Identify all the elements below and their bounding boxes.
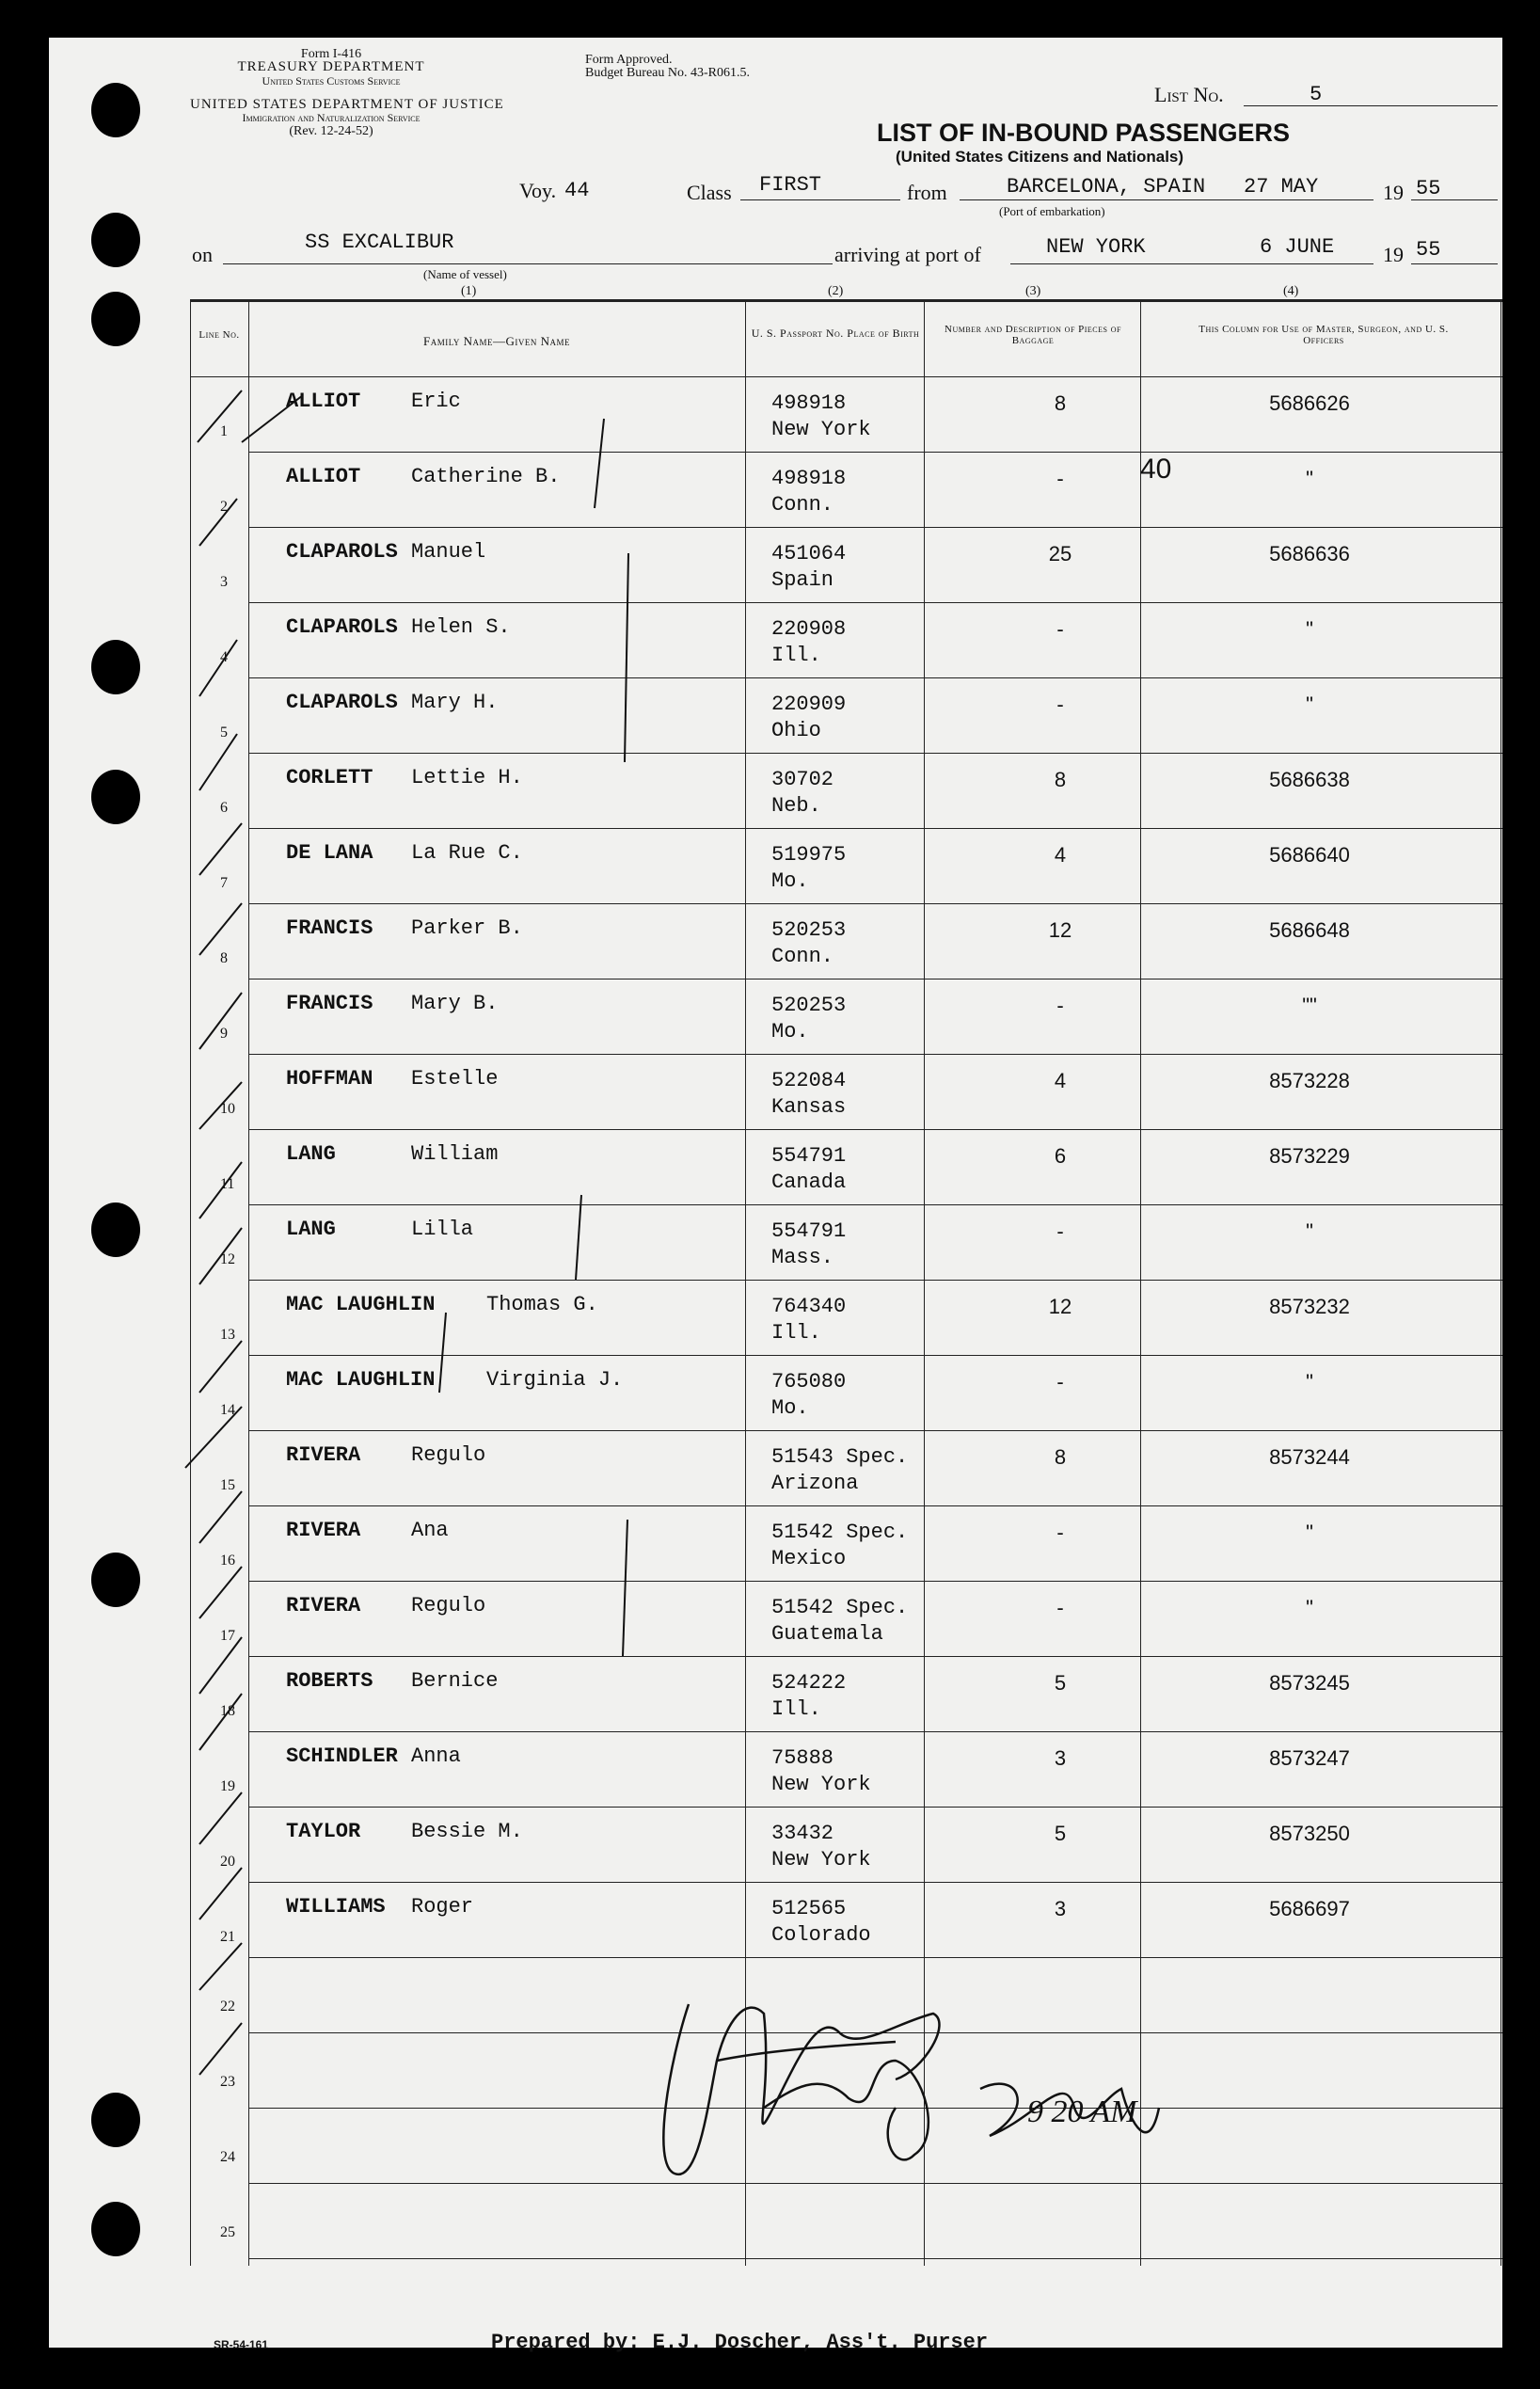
given-name: Thomas G. — [486, 1293, 598, 1316]
passport-number: 498918 — [771, 467, 847, 490]
officer-number: 8573229 — [1269, 1144, 1350, 1168]
given-name: Virginia J. — [486, 1368, 624, 1392]
baggage-count: - — [1056, 467, 1064, 490]
passport-number: 498918 — [771, 391, 847, 415]
place-of-birth: Ill. — [771, 644, 821, 667]
line-number: 11 — [220, 1176, 235, 1192]
line-number: 25 — [220, 2224, 235, 2240]
col-num-2: (2) — [828, 284, 844, 298]
place-of-birth: Ill. — [771, 1697, 821, 1721]
officer-number: " — [1306, 1370, 1313, 1394]
family-name: WILLIAMS — [286, 1895, 386, 1919]
from-date: 27 MAY — [1244, 175, 1319, 199]
given-name: William — [411, 1142, 499, 1166]
list-title: LIST OF IN-BOUND PASSENGERS — [877, 119, 1291, 147]
given-name: Ana — [411, 1519, 449, 1542]
officer-number: 5686648 — [1269, 918, 1350, 942]
list-no-value: 5 — [1310, 83, 1323, 106]
passport-number: 75888 — [771, 1746, 834, 1770]
officer-number: 5686697 — [1269, 1897, 1350, 1920]
place-of-birth: Mo. — [771, 1020, 809, 1043]
passport-number: 519975 — [771, 843, 847, 867]
line-number: 3 — [220, 574, 228, 590]
dept-treasury-sub: United States Customs Service — [262, 74, 401, 88]
baggage-count: 12 — [1048, 1295, 1072, 1318]
line-number: 15 — [220, 1477, 235, 1493]
family-name: DE LANA — [286, 841, 373, 865]
form-approved: Form Approved. — [585, 53, 673, 67]
from-year-prefix: 19 — [1383, 181, 1404, 204]
place-of-birth: Ohio — [771, 719, 821, 742]
voy-value: 44 — [564, 179, 590, 202]
baggage-count: 5 — [1054, 1822, 1067, 1845]
binder-hole — [91, 2093, 140, 2147]
baggage-count: 4 — [1054, 843, 1067, 867]
place-of-birth: Mo. — [771, 1396, 809, 1420]
col-num-1: (1) — [461, 284, 477, 298]
passport-number: 764340 — [771, 1295, 847, 1318]
prepared-by: Prepared by: E.J. Doscher, Ass't. Purser — [491, 2331, 989, 2354]
binder-hole — [91, 1553, 140, 1607]
given-name: Mary H. — [411, 691, 499, 714]
line-number: 23 — [220, 2074, 235, 2090]
baggage-count: - — [1056, 617, 1064, 641]
passport-number: 512565 — [771, 1897, 847, 1920]
line-number: 19 — [220, 1778, 235, 1794]
binder-hole — [91, 770, 140, 824]
line-number: 4 — [220, 649, 228, 665]
given-name: Lettie H. — [411, 766, 523, 789]
family-name: RIVERA — [286, 1519, 361, 1542]
passport-number: 451064 — [771, 542, 847, 565]
stamp-time: 9 20 AM — [1027, 2094, 1137, 2129]
line-number: 12 — [220, 1251, 235, 1267]
arrival-date: 6 JUNE — [1260, 235, 1335, 259]
port-caption: (Port of embarkation) — [999, 204, 1105, 218]
family-name: ALLIOT — [286, 390, 361, 413]
given-name: Eric — [411, 390, 461, 413]
passport-number: 520253 — [771, 994, 847, 1017]
vessel-caption: (Name of vessel) — [423, 267, 507, 281]
baggage-count: 4 — [1054, 1069, 1067, 1092]
officer-number: " — [1306, 467, 1313, 490]
handwriting-layer — [49, 38, 1502, 2348]
officer-number: 5686636 — [1269, 542, 1350, 565]
revision: (Rev. 12-24-52) — [289, 124, 373, 138]
family-name: LANG — [286, 1218, 336, 1241]
binder-hole — [91, 1202, 140, 1257]
place-of-birth: Arizona — [771, 1472, 859, 1495]
given-name: La Rue C. — [411, 841, 523, 865]
officer-number: 8573245 — [1269, 1671, 1350, 1695]
officer-number: 8573244 — [1269, 1445, 1350, 1469]
passport-number: 220908 — [771, 617, 847, 641]
passport-number: 554791 — [771, 1219, 847, 1243]
baggage-count: 8 — [1054, 391, 1067, 415]
check-marks — [185, 390, 628, 2075]
family-name: HOFFMAN — [286, 1067, 373, 1091]
family-name: ROBERTS — [286, 1669, 373, 1693]
officer-number: " — [1306, 1219, 1313, 1243]
passport-number: 30702 — [771, 768, 834, 791]
family-name: MAC LAUGHLIN — [286, 1368, 436, 1392]
baggage-count: 6 — [1054, 1144, 1067, 1168]
officer-number: " — [1306, 1521, 1313, 1544]
family-name: CORLETT — [286, 766, 373, 789]
binder-hole — [91, 292, 140, 346]
baggage-count: - — [1056, 1219, 1064, 1243]
place-of-birth: Mass. — [771, 1246, 834, 1269]
baggage-count: 3 — [1054, 1746, 1067, 1770]
line-number: 10 — [220, 1101, 235, 1117]
given-name: Bessie M. — [411, 1820, 523, 1843]
passport-number: 765080 — [771, 1370, 847, 1394]
col-head-line: Line No. — [198, 329, 240, 341]
officer-number: " — [1306, 617, 1313, 641]
line-number: 6 — [220, 800, 228, 816]
given-name: Catherine B. — [411, 465, 561, 488]
family-name: LANG — [286, 1142, 336, 1166]
family-name: FRANCIS — [286, 916, 373, 940]
officer-number: " — [1306, 1596, 1313, 1619]
officer-number: 8573247 — [1269, 1746, 1350, 1770]
family-name: CLAPAROLS — [286, 691, 398, 714]
form-number: Form I-416 — [300, 47, 362, 61]
col-head-passport: U. S. Passport No. Place of Birth — [751, 326, 920, 340]
col-head-baggage: Number and Description of Pieces of Baggage — [945, 324, 1121, 346]
line-number: 17 — [220, 1628, 235, 1644]
place-of-birth: Conn. — [771, 945, 834, 968]
binder-hole — [91, 213, 140, 267]
place-of-birth: Mo. — [771, 869, 809, 893]
family-name: ALLIOT — [286, 465, 361, 488]
from-label: from — [907, 181, 947, 204]
given-name: Regulo — [411, 1594, 486, 1617]
baggage-count: - — [1056, 693, 1064, 716]
passport-number: 33432 — [771, 1822, 834, 1845]
officer-number: 8573250 — [1269, 1822, 1350, 1845]
family-name: CLAPAROLS — [286, 615, 398, 639]
list-no-label: List No. — [1154, 83, 1224, 106]
line-number: 20 — [220, 1854, 235, 1870]
place-of-birth: Kansas — [771, 1095, 847, 1119]
given-name: Parker B. — [411, 916, 523, 940]
arrival-year: 55 — [1416, 238, 1441, 262]
list-subtitle: (United States Citizens and Nationals) — [896, 148, 1184, 166]
baggage-count: 25 — [1048, 542, 1072, 565]
binder-hole — [91, 2202, 140, 2256]
from-year: 55 — [1416, 177, 1441, 200]
arrival-year-prefix: 19 — [1383, 243, 1404, 266]
voy-label: Voy. — [519, 179, 557, 202]
given-name: Helen S. — [411, 615, 511, 639]
passport-number: 554791 — [771, 1144, 847, 1168]
passport-number: 51542 Spec. — [771, 1521, 909, 1544]
line-number: 1 — [220, 423, 228, 439]
arrival-port: NEW YORK — [1046, 235, 1146, 259]
line-number: 22 — [220, 1999, 235, 2015]
budget-bureau: Budget Bureau No. 43-R061.5. — [585, 66, 750, 80]
family-name: CLAPAROLS — [286, 540, 398, 564]
given-name: Mary B. — [411, 992, 499, 1015]
line-number: 14 — [220, 1402, 235, 1418]
place-of-birth: Conn. — [771, 493, 834, 517]
line-number: 18 — [220, 1703, 235, 1719]
place-of-birth: Spain — [771, 568, 834, 592]
col-num-4: (4) — [1283, 284, 1299, 298]
annotation-40: 40 — [1140, 454, 1172, 485]
officer-number: " — [1306, 693, 1313, 716]
class-label: Class — [687, 181, 732, 204]
manifest-page — [49, 38, 1502, 2354]
given-name: Estelle — [411, 1067, 499, 1091]
col-num-3: (3) — [1025, 284, 1041, 298]
dept-justice-sub: Immigration and Naturalization Service — [242, 111, 421, 124]
line-number: 5 — [220, 725, 228, 741]
line-number: 7 — [220, 875, 228, 891]
baggage-count: - — [1056, 1370, 1064, 1394]
given-name: Anna — [411, 1744, 461, 1768]
place-of-birth: Mexico — [771, 1547, 847, 1570]
on-label: on — [192, 243, 213, 266]
line-number: 2 — [220, 499, 228, 515]
line-number: 9 — [220, 1026, 228, 1042]
binder-hole — [91, 83, 140, 137]
baggage-count: - — [1056, 1521, 1064, 1544]
baggage-count: 12 — [1048, 918, 1072, 942]
vessel-name: SS EXCALIBUR — [305, 231, 454, 254]
officer-number: 5686638 — [1269, 768, 1350, 791]
baggage-count: 3 — [1054, 1897, 1067, 1920]
place-of-birth: New York — [771, 1773, 871, 1796]
passport-number: 51543 Spec. — [771, 1445, 909, 1469]
class-value: FIRST — [759, 173, 822, 197]
officer-number: 8573228 — [1269, 1069, 1350, 1092]
col-head-officers: This Column for Use of Master, Surgeon, and U. S. Officers — [1199, 324, 1449, 346]
officer-number: 5686640 — [1269, 843, 1350, 867]
place-of-birth: New York — [771, 418, 871, 441]
passport-number: 522084 — [771, 1069, 847, 1092]
given-name: Lilla — [411, 1218, 474, 1241]
from-port: BARCELONA, SPAIN — [1007, 175, 1206, 199]
family-name: RIVERA — [286, 1443, 361, 1467]
signature-scrawl — [663, 2004, 1159, 2174]
passport-number: 524222 — [771, 1671, 847, 1695]
passport-number: 51542 Spec. — [771, 1596, 909, 1619]
family-name: RIVERA — [286, 1594, 361, 1617]
family-name: MAC LAUGHLIN — [286, 1293, 436, 1316]
family-name: TAYLOR — [286, 1820, 361, 1843]
binder-hole — [91, 640, 140, 694]
officer-number: 5686626 — [1269, 391, 1350, 415]
officer-number: "" — [1302, 994, 1317, 1017]
baggage-count: 8 — [1054, 768, 1067, 791]
given-name: Regulo — [411, 1443, 486, 1467]
given-name: Manuel — [411, 540, 486, 564]
given-name: Bernice — [411, 1669, 499, 1693]
passport-number: 520253 — [771, 918, 847, 942]
baggage-count: 8 — [1054, 1445, 1067, 1469]
place-of-birth: New York — [771, 1848, 871, 1871]
line-number: 13 — [220, 1327, 235, 1343]
place-of-birth: Guatemala — [771, 1622, 883, 1646]
footer-code: SR-54-161 — [214, 2338, 269, 2351]
place-of-birth: Neb. — [771, 794, 821, 818]
place-of-birth: Ill. — [771, 1321, 821, 1345]
place-of-birth: Colorado — [771, 1923, 871, 1947]
dept-justice: UNITED STATES DEPARTMENT OF JUSTICE — [190, 97, 504, 112]
col-head-name: Family Name—Given Name — [423, 334, 570, 348]
given-name: Roger — [411, 1895, 474, 1919]
family-name: SCHINDLER — [286, 1744, 398, 1768]
line-number: 21 — [220, 1929, 235, 1945]
line-number: 24 — [220, 2149, 235, 2165]
place-of-birth: Canada — [771, 1171, 847, 1194]
line-number: 8 — [220, 950, 228, 966]
baggage-count: 5 — [1054, 1671, 1067, 1695]
officer-number: 8573232 — [1269, 1295, 1350, 1318]
arriving-label: arriving at port of — [834, 243, 981, 266]
line-number: 16 — [220, 1553, 235, 1569]
family-name: FRANCIS — [286, 992, 373, 1015]
baggage-count: - — [1056, 1596, 1064, 1619]
passport-number: 220909 — [771, 693, 847, 716]
dept-treasury: TREASURY DEPARTMENT — [237, 59, 425, 74]
baggage-count: - — [1056, 994, 1064, 1017]
